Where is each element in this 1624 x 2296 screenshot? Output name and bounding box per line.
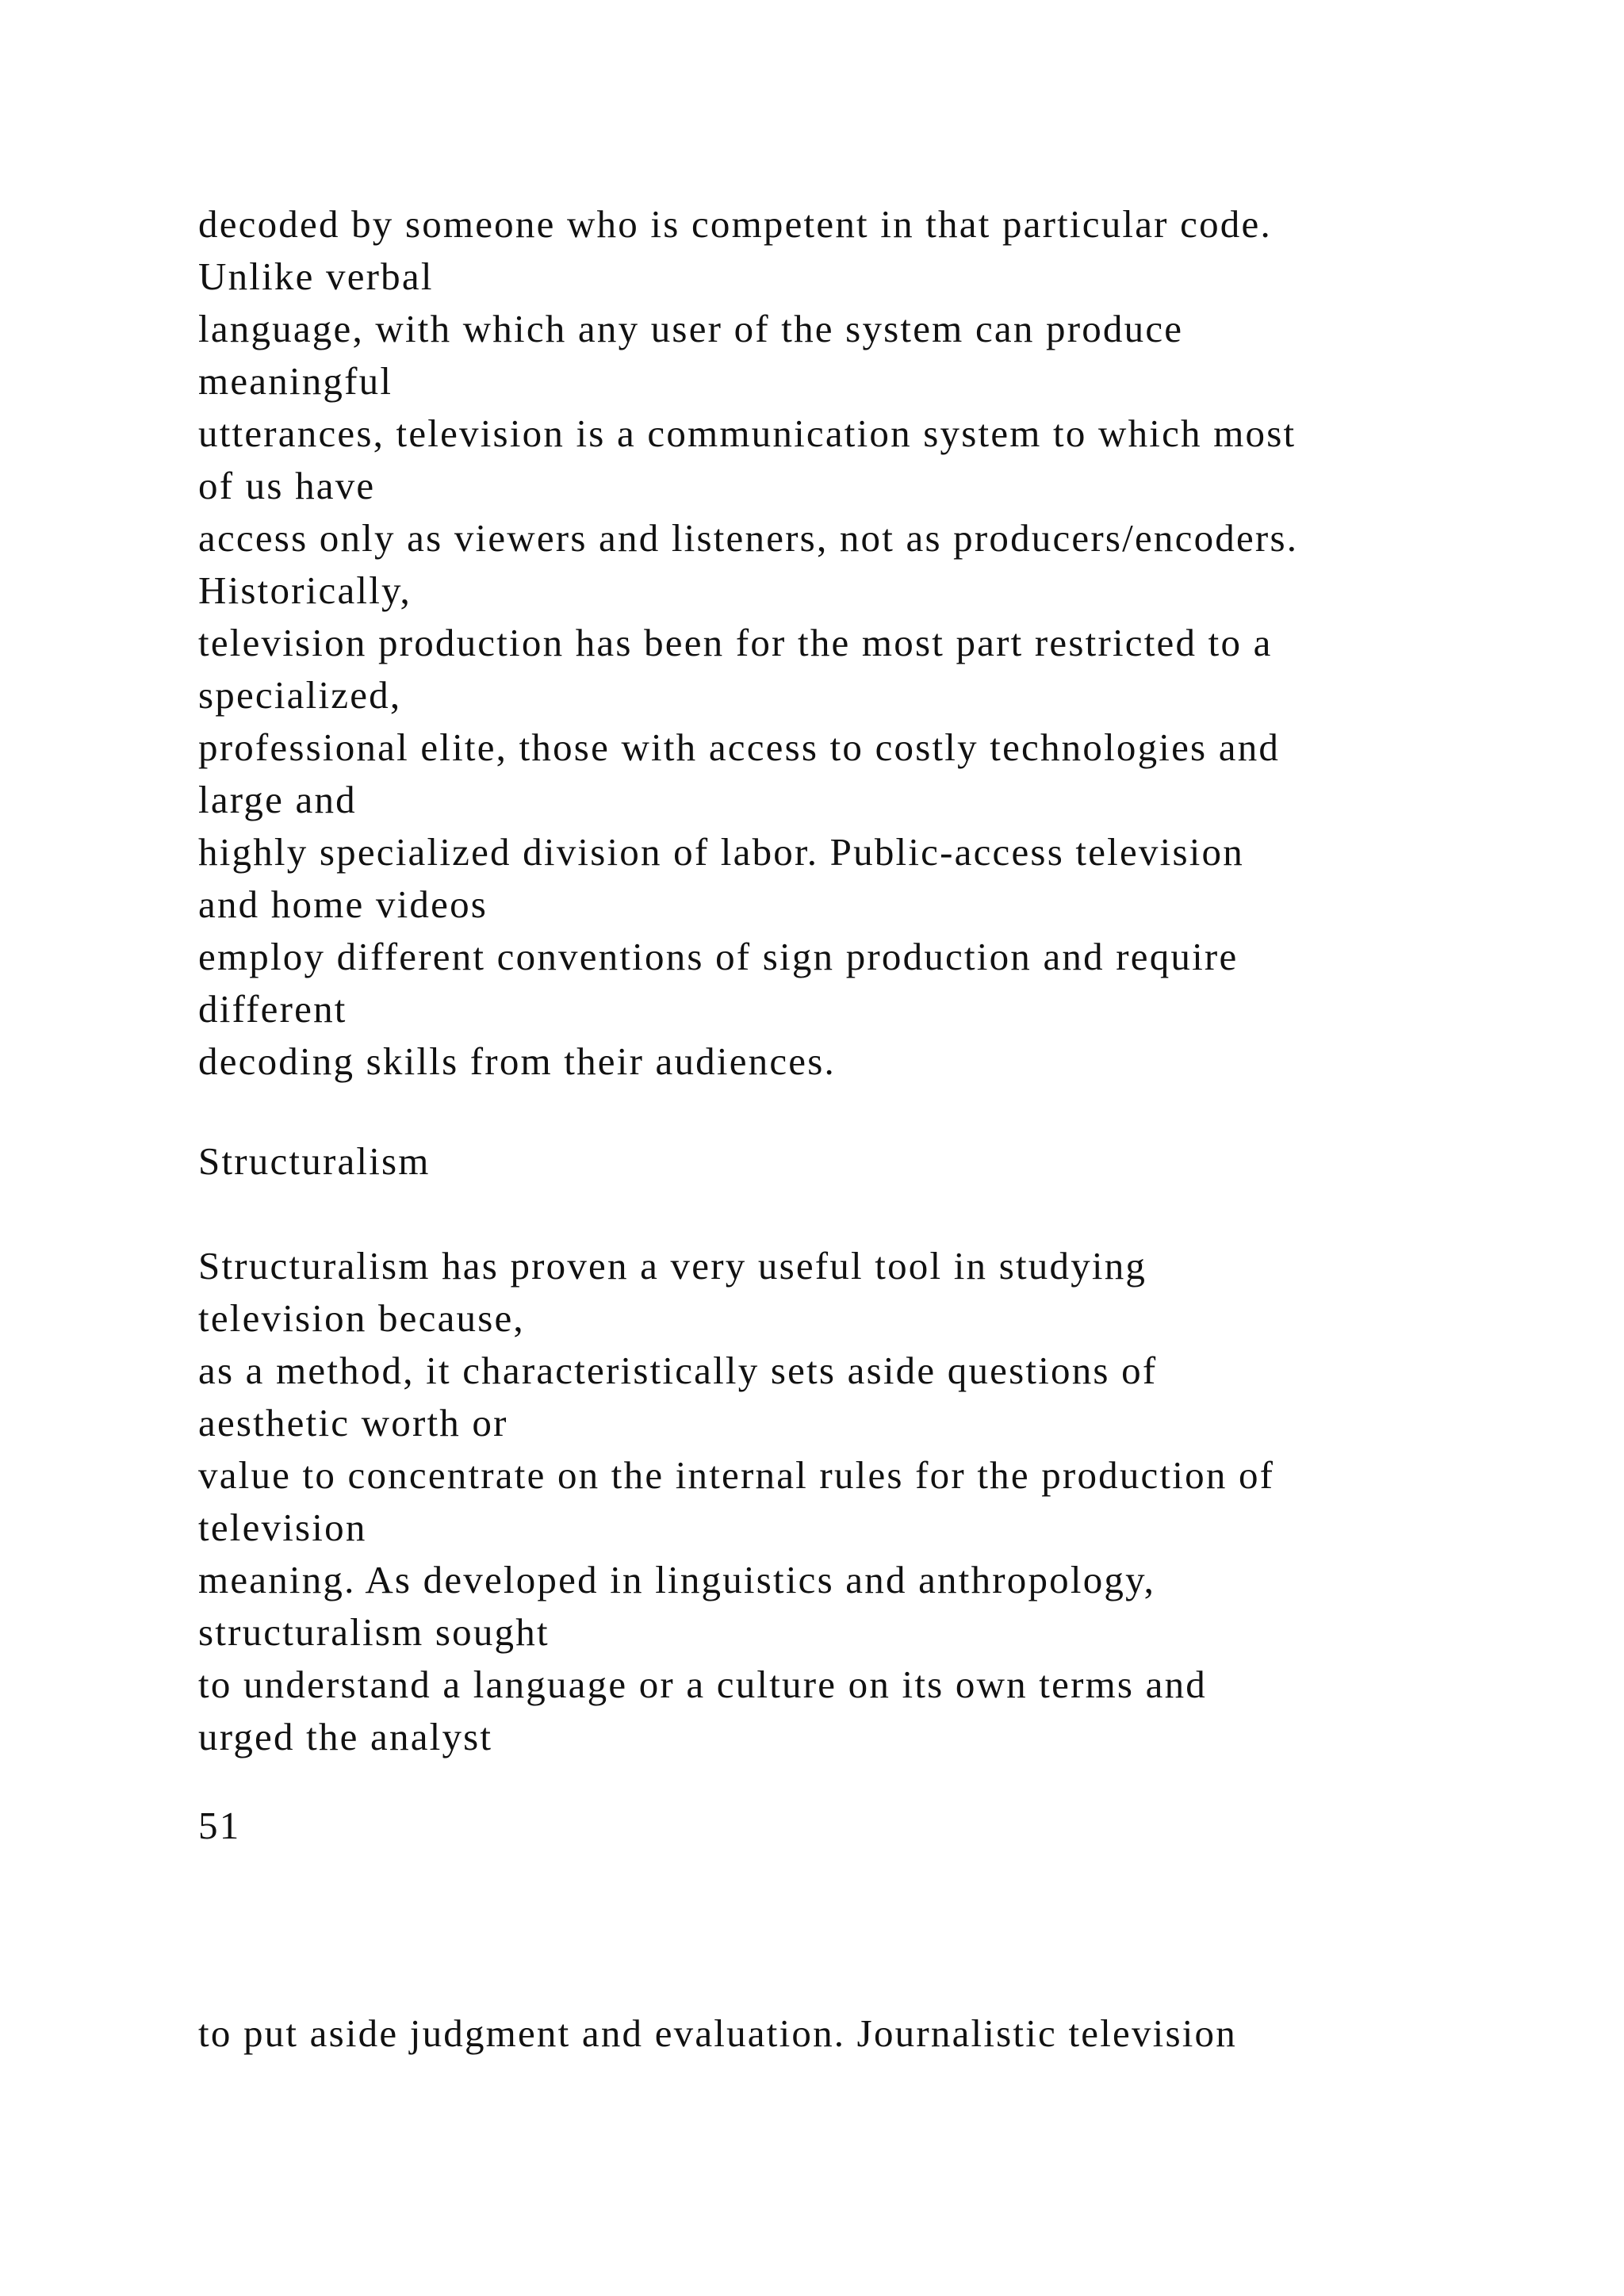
text-line: employ different conventions of sign production and require: [198, 935, 1239, 978]
text-line: Structuralism has proven a very useful tool in studying: [198, 1244, 1147, 1288]
text-line: aesthetic worth or: [198, 1401, 508, 1445]
text-line: utterances, television is a communication system to which most: [198, 411, 1297, 455]
text-line: of us have: [198, 464, 376, 507]
paragraph-1: [198, 198, 1298, 1088]
text-line: television: [198, 1506, 367, 1549]
paragraph-3: [198, 2007, 1237, 2060]
text-line: decoded by someone who is competent in that particular code.: [198, 202, 1272, 246]
text-line: professional elite, those with access to costly technologies and: [198, 725, 1281, 769]
text-line: meaning. As developed in linguistics and anthropology,: [198, 1558, 1156, 1601]
text-line: language, with which any user of the system can produce: [198, 307, 1184, 350]
text-line: meaningful: [198, 359, 393, 403]
text-line: specialized,: [198, 673, 402, 717]
text-line: to understand a language or a culture on its own terms and: [198, 1663, 1207, 1706]
text-line: television because,: [198, 1296, 525, 1340]
text-line: access only as viewers and listeners, not as producers/encoders.: [198, 516, 1299, 560]
text-line: different: [198, 987, 347, 1031]
text-line: to put aside judgment and evaluation. Journalistic television: [198, 2011, 1237, 2055]
heading-text: Structuralism: [198, 1139, 431, 1183]
text-line: and home videos: [198, 882, 488, 926]
text-line: highly specialized division of labor. Public-access television: [198, 830, 1244, 874]
page-number-text: 51: [198, 1804, 241, 1847]
text-line: television production has been for the most part restricted to a: [198, 621, 1273, 664]
text-line: large and: [198, 778, 357, 821]
text-line: decoding skills from their audiences.: [198, 1039, 836, 1083]
text-line: Historically,: [198, 568, 412, 612]
text-line: as a method, it characteristically sets aside questions of: [198, 1349, 1158, 1392]
section-heading: [198, 1135, 431, 1188]
page-number: [198, 1800, 240, 1852]
text-line: value to concentrate on the internal rules for the production of: [198, 1453, 1275, 1497]
text-line: structuralism sought: [198, 1610, 550, 1654]
paragraph-2: [198, 1240, 1274, 1763]
text-line: Unlike verbal: [198, 254, 434, 298]
text-line: urged the analyst: [198, 1715, 493, 1758]
